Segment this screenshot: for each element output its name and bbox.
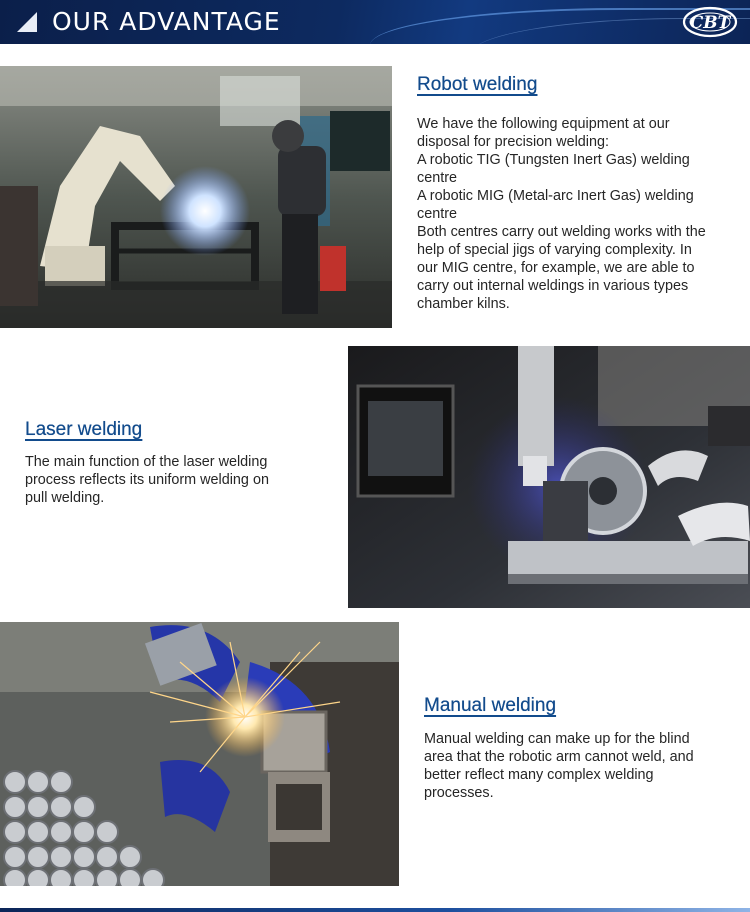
manual-line: better reflect many complex welding [424,767,654,783]
robot-welding-description [417,115,706,313]
laser-line: The main function of the laser welding [25,454,268,470]
laser-welding-title: Laser welding [25,419,143,440]
manual-welding-description [424,730,694,802]
robot-line: disposal for precision welding: [417,134,609,150]
robot-line: We have the following equipment at our [417,116,670,132]
footer-divider [0,908,750,912]
manual-welding-title: Manual welding [424,695,557,716]
manual-line: Manual welding can make up for the blind [424,731,690,747]
laser-line: pull welding. [25,490,105,506]
robot-welding-title: Robot welding [417,74,538,95]
header-banner [0,0,750,44]
robot-line: centre [417,206,457,222]
robot-line: chamber kilns. [417,296,510,312]
robot-line: centre [417,170,457,186]
manual-line: area that the robotic arm cannot weld, and [424,749,694,765]
robot-welding-photo [0,66,392,328]
robot-line: Both centres carry out welding works with the [417,224,706,240]
laser-line: process reflects its uniform welding on [25,472,269,488]
robot-line: carry out internal weldings in various types [417,278,689,294]
robot-line: A robotic TIG (Tungsten Inert Gas) welding [417,152,690,168]
robot-line: A robotic MIG (Metal-arc Inert Gas) welding [417,188,694,204]
logo-text: CBT [689,13,731,33]
manual-line: processes. [424,785,494,801]
page-title: OUR ADVANTAGE [52,7,281,36]
manual-welding-photo [0,622,399,886]
company-logo [682,5,738,39]
robot-line: our MIG centre, for example, we are able to [417,260,695,276]
laser-welding-description [25,453,269,507]
laser-welding-photo [348,346,750,608]
triangle-icon [17,12,37,32]
robot-line: help of special jigs of varying complexity. In [417,242,692,258]
